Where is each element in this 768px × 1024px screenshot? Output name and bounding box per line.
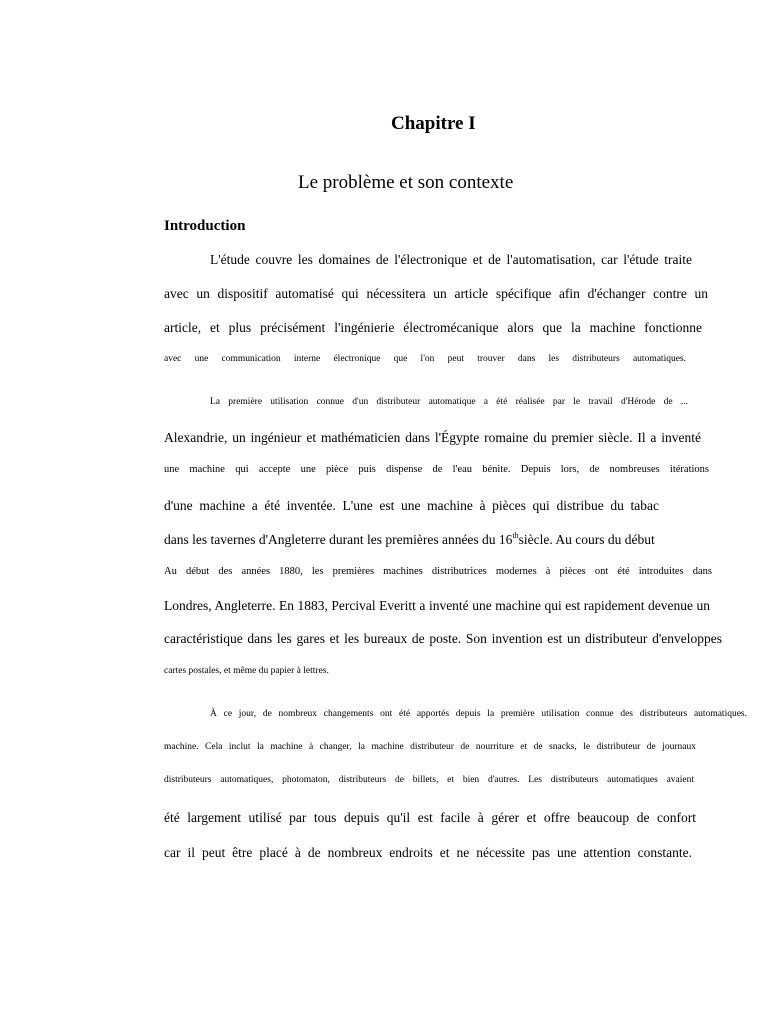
text-line: article, et plus précisément l'ingénierie électromécanique alors que la machine fonctionne bbox=[164, 320, 702, 335]
text-line: distributeurs automatiques, photomaton, distributeurs de billets, et bien d'autres. Les distributeurs automatiques avaient bbox=[164, 775, 694, 785]
text-line: avec un dispositif automatisé qui nécessitera un article spécifique afin d'échanger contre un bbox=[164, 286, 708, 301]
superscript: th bbox=[512, 531, 519, 540]
text-line: une machine qui accepte une pièce puis dispense de l'eau bénite. Depuis lors, de nombreuses itérations bbox=[164, 464, 709, 475]
text-line: La première utilisation connue d'un distributeur automatique a été réalisée par le travail d'Hérode de ... bbox=[210, 397, 688, 407]
section-heading: Introduction bbox=[164, 218, 246, 234]
text-line: Alexandrie, un ingénieur et mathématicien dans l'Égypte romaine du premier siècle. Il a inventé bbox=[164, 430, 701, 445]
text-line: cartes postales, et même du papier à lettres. bbox=[164, 666, 329, 676]
chapter-title: Chapitre I bbox=[391, 113, 476, 134]
text-line: caractéristique dans les gares et les bureaux de poste. Son invention est un distributeur d'enveloppes bbox=[164, 631, 722, 646]
text-line: car il peut être placé à de nombreux endroits et ne nécessite pas une attention constante. bbox=[164, 845, 692, 860]
text-line: avec une communication interne électronique que l'on peut trouver dans les distributeurs automatiques. bbox=[164, 354, 686, 364]
text-line: machine. Cela inclut la machine à changer, la machine distributeur de nourriture et de snacks, le distributeur de journaux bbox=[164, 742, 696, 752]
text-line: L'étude couvre les domaines de l'électronique et de l'automatisation, car l'étude traite bbox=[210, 252, 692, 267]
text-line bbox=[164, 533, 655, 547]
text-line: Londres, Angleterre. En 1883, Percival Everitt a inventé une machine qui est rapidement devenue un bbox=[164, 598, 710, 613]
text-line: Au début des années 1880, les premières machines distributrices modernes à pièces ont été introduites dans bbox=[164, 566, 712, 577]
text-line: été largement utilisé par tous depuis qu'il est facile à gérer et offre beaucoup de confort bbox=[164, 810, 696, 825]
text-fragment: siècle. Au cours du début bbox=[518, 532, 655, 547]
text-line: d'une machine a été inventée. L'une est une machine à pièces qui distribue du tabac bbox=[164, 498, 659, 513]
chapter-subtitle: Le problème et son contexte bbox=[298, 172, 514, 193]
text-line: À ce jour, de nombreux changements ont été apportés depuis la première utilisation connue des distributeurs automatiques. bbox=[210, 709, 747, 719]
text-fragment: dans les tavernes d'Angleterre durant les premières années du 16 bbox=[164, 532, 513, 547]
